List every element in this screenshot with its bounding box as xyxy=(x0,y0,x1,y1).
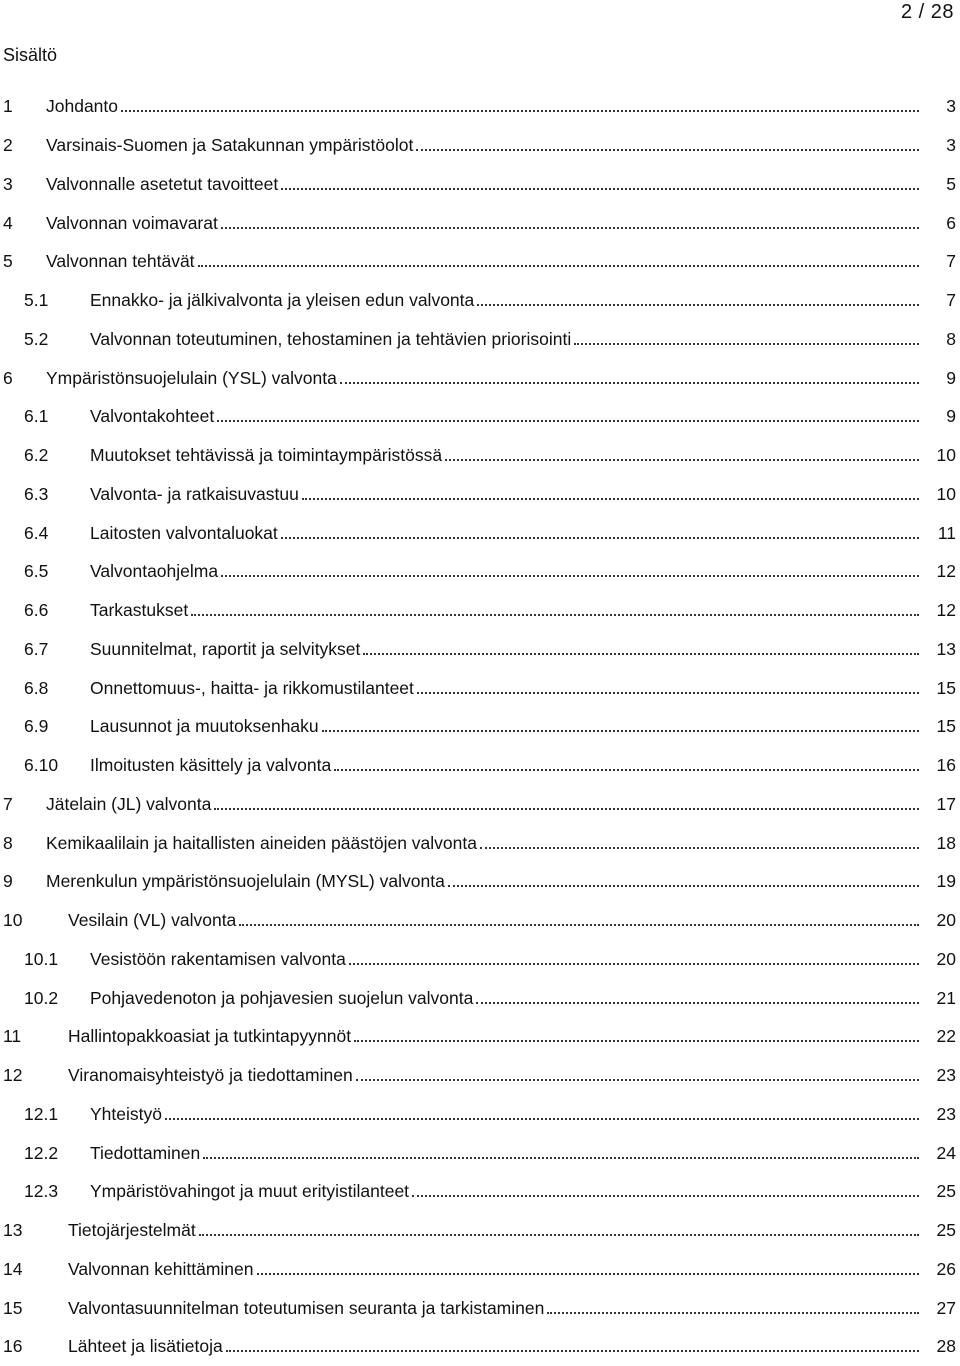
toc-entry-title[interactable]: Lausunnot ja muutoksenhaku xyxy=(90,716,319,737)
toc-entry[interactable] xyxy=(0,320,960,359)
toc-entry[interactable] xyxy=(0,358,960,397)
toc-entry-title[interactable]: Valvonnan tehtävät xyxy=(46,251,195,272)
toc-dot-leader xyxy=(217,405,919,427)
toc-dot-leader xyxy=(417,677,919,699)
toc-entry-title[interactable]: Ennakko- ja jälkivalvonta ja yleisen edun valvonta xyxy=(90,290,475,311)
toc-entry-number: 6.3 xyxy=(24,483,49,504)
toc-entry[interactable] xyxy=(0,87,960,126)
toc-entry[interactable] xyxy=(0,978,960,1017)
toc-entry-number: 14 xyxy=(3,1258,23,1279)
toc-entry-title[interactable]: Lähteet ja lisätietoja xyxy=(68,1336,223,1357)
toc-entry[interactable] xyxy=(0,1133,960,1172)
toc-dot-leader xyxy=(412,1180,919,1202)
toc-entry[interactable] xyxy=(0,1250,960,1289)
toc-entry-title[interactable]: Varsinais-Suomen ja Satakunnan ympäristöolot xyxy=(46,135,414,156)
toc-entry-number: 11 xyxy=(3,1026,22,1047)
toc-entry-number: 3 xyxy=(3,173,13,194)
toc-entry-title[interactable]: Tietojärjestelmät xyxy=(68,1220,196,1241)
toc-entry[interactable] xyxy=(0,591,960,630)
toc-dot-leader xyxy=(416,134,919,156)
toc-entry-page[interactable]: 27 xyxy=(936,1297,956,1318)
toc-entry[interactable] xyxy=(0,165,960,204)
toc-entry-page[interactable]: 10 xyxy=(936,445,956,466)
toc-entry-page[interactable]: 6 xyxy=(946,212,956,233)
toc-entry[interactable] xyxy=(0,242,960,281)
toc-dot-leader xyxy=(239,909,919,931)
toc-dot-leader xyxy=(221,560,919,582)
toc-dot-leader xyxy=(340,367,919,389)
toc-entry-title[interactable]: Ilmoitusten käsittely ja valvonta xyxy=(90,755,332,776)
toc-dot-leader xyxy=(363,638,919,660)
toc-entry[interactable] xyxy=(0,1017,960,1056)
toc-dot-leader xyxy=(480,832,919,854)
toc-entry-page[interactable]: 3 xyxy=(946,96,956,117)
toc-entry-page[interactable]: 20 xyxy=(936,910,956,931)
toc-entry-title[interactable]: Valvonta- ja ratkaisuvastuu xyxy=(90,483,299,504)
toc-entry[interactable] xyxy=(0,862,960,901)
toc-entry-title[interactable]: Ympäristönsuojelulain (YSL) valvonta xyxy=(46,367,337,388)
toc-dot-leader xyxy=(322,715,919,737)
toc-entry-page[interactable]: 20 xyxy=(936,948,956,969)
toc-entry-page[interactable]: 8 xyxy=(946,328,956,349)
toc-dot-leader xyxy=(477,289,919,311)
toc-entry-title[interactable]: Tarkastukset xyxy=(90,600,189,621)
toc-dot-leader xyxy=(199,1219,919,1241)
toc-entry-title[interactable]: Vesilain (VL) valvonta xyxy=(68,910,237,931)
toc-entry-page[interactable]: 9 xyxy=(946,367,956,388)
toc-entry[interactable] xyxy=(0,1211,960,1250)
toc-entry-number: 6.6 xyxy=(24,600,49,621)
toc-entry-title[interactable]: Jätelain (JL) valvonta xyxy=(46,793,212,814)
toc-dot-leader xyxy=(221,212,919,234)
toc-dot-leader xyxy=(214,793,919,815)
toc-entry-title[interactable]: Pohjavedenoton ja pohjavesien suojelun valvonta xyxy=(90,987,474,1008)
toc-entry[interactable] xyxy=(0,126,960,165)
toc-entry-number: 6.10 xyxy=(24,755,59,776)
toc-entry-title[interactable]: Valvonnan toteutuminen, tehostaminen ja tehtävien priorisointi xyxy=(90,328,572,349)
toc-entry-title[interactable]: Kemikaalilain ja haitallisten aineiden päästöjen valvonta xyxy=(46,832,477,853)
toc-entry-page[interactable]: 28 xyxy=(936,1336,956,1357)
toc-entry-title[interactable]: Merenkulun ympäristönsuojelulain (MYSL) valvonta xyxy=(46,871,445,892)
toc-dot-leader xyxy=(198,250,919,272)
toc-entry-page[interactable]: 5 xyxy=(946,173,956,194)
toc-entry-title[interactable]: Valvontakohteet xyxy=(90,406,215,427)
toc-entry-number: 4 xyxy=(3,212,13,233)
toc-entry-page[interactable]: 12 xyxy=(936,561,956,582)
toc-entry[interactable] xyxy=(0,746,960,785)
toc-entry-page[interactable]: 26 xyxy=(936,1258,956,1279)
toc-entry-number: 5.1 xyxy=(24,290,49,311)
toc-dot-leader xyxy=(354,1025,919,1047)
toc-entry-title[interactable]: Valvonnan kehittäminen xyxy=(68,1258,254,1279)
toc-entry-title[interactable]: Valvontaohjelma xyxy=(90,561,219,582)
toc-entry-number: 6.1 xyxy=(24,406,49,427)
toc-entry-title[interactable]: Suunnitelmat, raportit ja selvitykset xyxy=(90,638,361,659)
toc-entry[interactable] xyxy=(0,901,960,940)
toc-dot-leader xyxy=(203,1142,919,1164)
toc-entry-number: 10.1 xyxy=(24,948,59,969)
toc-entry[interactable] xyxy=(0,707,960,746)
toc-entry-page[interactable]: 7 xyxy=(946,251,956,272)
toc-entry-page[interactable]: 24 xyxy=(936,1142,956,1163)
toc-entry-number: 6 xyxy=(3,367,13,388)
toc-entry-page[interactable]: 22 xyxy=(936,1026,956,1047)
toc-dot-leader xyxy=(574,328,919,350)
toc-entry[interactable] xyxy=(0,630,960,669)
toc-entry-number: 7 xyxy=(3,793,13,814)
toc-entry[interactable] xyxy=(0,436,960,475)
toc-entry-title[interactable]: Valvonnalle asetetut tavoitteet xyxy=(46,173,279,194)
toc-entry-page[interactable]: 13 xyxy=(936,638,956,659)
toc-entry-number: 12.3 xyxy=(24,1181,59,1202)
toc-entry-page[interactable]: 19 xyxy=(936,871,956,892)
toc-entry-page[interactable]: 12 xyxy=(936,600,956,621)
toc-entry[interactable] xyxy=(0,1056,960,1095)
toc-dot-leader xyxy=(349,948,919,970)
toc-entry[interactable] xyxy=(0,823,960,862)
toc-entry-number: 9 xyxy=(3,871,13,892)
toc-entry-page[interactable]: 25 xyxy=(936,1181,956,1202)
toc-entry-number: 16 xyxy=(3,1336,23,1357)
toc-entry-number: 15 xyxy=(3,1297,23,1318)
page-number: 2 / 28 xyxy=(900,1,954,23)
toc-entry-title[interactable]: Hallintopakkoasiat ja tutkintapyynnöt xyxy=(68,1026,352,1047)
toc-entry[interactable] xyxy=(0,475,960,514)
toc-entry[interactable] xyxy=(0,397,960,436)
toc-dot-leader xyxy=(281,173,919,195)
toc-entry-title[interactable]: Onnettomuus-, haitta- ja rikkomustilanteet xyxy=(90,677,414,698)
toc-entry[interactable] xyxy=(0,1288,960,1327)
toc-entry[interactable] xyxy=(0,1095,960,1134)
toc-entry-page[interactable]: 23 xyxy=(936,1103,956,1124)
toc-entry-number: 6.4 xyxy=(24,522,49,543)
toc-entry[interactable] xyxy=(0,203,960,242)
toc-entry-number: 10 xyxy=(3,910,23,931)
toc-entry-page[interactable]: 10 xyxy=(936,483,956,504)
toc-entry-number: 2 xyxy=(3,135,13,156)
toc-entry[interactable] xyxy=(0,552,960,591)
toc-entry-number: 12.2 xyxy=(24,1142,59,1163)
toc-entry-page[interactable]: 7 xyxy=(946,290,956,311)
toc-entry[interactable] xyxy=(0,785,960,824)
toc-entry[interactable] xyxy=(0,940,960,979)
toc-dot-leader xyxy=(165,1103,919,1125)
toc-entry-number: 6.2 xyxy=(24,445,49,466)
toc-entry-number: 10.2 xyxy=(24,987,59,1008)
toc-entry-title[interactable]: Johdanto xyxy=(46,96,119,117)
toc-entry-title[interactable]: Viranomaisyhteistyö ja tiedottaminen xyxy=(68,1065,353,1086)
toc-entry-number: 6.5 xyxy=(24,561,49,582)
toc-entry-title[interactable]: Valvonnan voimavarat xyxy=(46,212,218,233)
toc-entry[interactable] xyxy=(0,1327,960,1366)
toc-dot-leader xyxy=(191,599,919,621)
toc-entry-title[interactable]: Yhteistyö xyxy=(90,1103,162,1124)
toc-entry-number: 12.1 xyxy=(24,1103,59,1124)
toc-entry[interactable] xyxy=(0,1172,960,1211)
toc-entry-title[interactable]: Valvontasuunnitelman toteutumisen seuranta ja tarkistaminen xyxy=(68,1297,545,1318)
toc-entry-page[interactable]: 15 xyxy=(936,716,956,737)
toc-entry-page[interactable]: 17 xyxy=(936,793,956,814)
toc-entry[interactable] xyxy=(0,281,960,320)
toc-dot-leader xyxy=(226,1335,919,1357)
toc-entry-page[interactable]: 16 xyxy=(936,755,956,776)
toc-entry-number: 8 xyxy=(3,832,13,853)
toc-entry-number: 13 xyxy=(3,1220,23,1241)
toc-entry-title[interactable]: Ympäristövahingot ja muut erityistilanteet xyxy=(90,1181,410,1202)
toc-entry-page[interactable]: 25 xyxy=(936,1220,956,1241)
toc-entry-title[interactable]: Vesistöön rakentamisen valvonta xyxy=(90,948,346,969)
toc-dot-leader xyxy=(281,522,919,544)
toc-dot-leader xyxy=(448,870,919,892)
toc-entry-number: 6.7 xyxy=(24,638,49,659)
toc-entry-title[interactable]: Muutokset tehtävissä ja toimintaympäristössä xyxy=(90,445,443,466)
toc-entry-number: 5.2 xyxy=(24,328,49,349)
toc-dot-leader xyxy=(356,1064,919,1086)
toc-entry[interactable] xyxy=(0,513,960,552)
table-of-contents xyxy=(0,87,960,1366)
toc-entry-number: 1 xyxy=(3,96,13,117)
toc-entry-page[interactable]: 23 xyxy=(936,1065,956,1086)
toc-dot-leader xyxy=(334,754,919,776)
toc-entry-title[interactable]: Laitosten valvontaluokat xyxy=(90,522,278,543)
toc-entry-title[interactable]: Tiedottaminen xyxy=(90,1142,201,1163)
toc-title: Sisältö xyxy=(3,45,58,65)
toc-entry-page[interactable]: 21 xyxy=(936,987,956,1008)
toc-entry-number: 6.9 xyxy=(24,716,49,737)
toc-entry-page[interactable]: 3 xyxy=(946,135,956,156)
toc-entry-page[interactable]: 18 xyxy=(936,832,956,853)
toc-entry[interactable] xyxy=(0,668,960,707)
toc-entry-page[interactable]: 11 xyxy=(937,522,956,543)
toc-dot-leader xyxy=(121,95,919,117)
toc-entry-page[interactable]: 9 xyxy=(946,406,956,427)
toc-dot-leader xyxy=(445,444,919,466)
toc-entry-number: 6.8 xyxy=(24,677,49,698)
toc-dot-leader xyxy=(547,1297,919,1319)
toc-dot-leader xyxy=(257,1258,920,1280)
toc-dot-leader xyxy=(302,483,919,505)
toc-entry-number: 12 xyxy=(3,1065,23,1086)
toc-entry-page[interactable]: 15 xyxy=(936,677,956,698)
toc-entry-number: 5 xyxy=(3,251,13,272)
toc-dot-leader xyxy=(476,987,919,1009)
